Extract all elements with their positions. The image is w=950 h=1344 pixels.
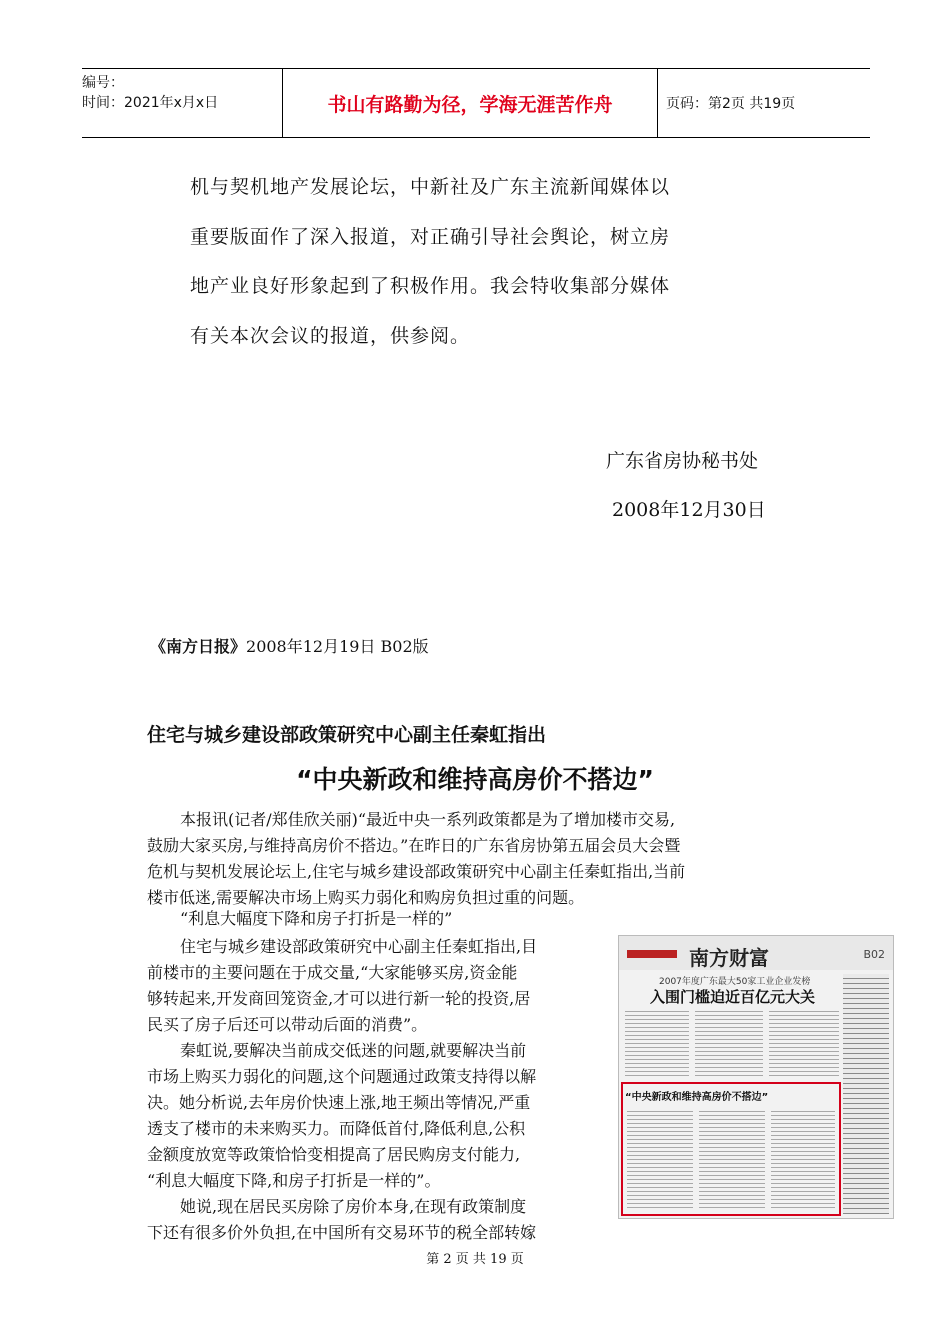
clipping-headline: 入围门槛迫近百亿元大关 [649,988,815,1006]
intro-line: 有关本次会议的报道，供参阅。 [190,325,471,347]
clipping-text-column [695,1008,763,1078]
article-kicker: 住宅与城乡建设部政策研究中心副主任秦虹指出 [147,724,547,746]
clipping-text-column [625,1008,689,1078]
article-line: 决。她分析说,去年房价快速上涨,地王频出等情况,严重 [147,1093,531,1112]
clipping-page-code: B02 [863,948,885,961]
clipping-text-column [699,1108,765,1208]
article-line: “利息大幅度下降,和房子打折是一样的”。 [147,1171,441,1190]
clipping-subhead: 2007年度广东最大50家工业企业发榜 [659,977,811,987]
article-line: 住宅与城乡建设部政策研究中心副主任秦虹指出,目 [180,937,538,956]
article-line: 下还有很多价外负担,在中国所有交易环节的税全部转嫁 [147,1223,537,1242]
header-meta [82,69,282,137]
article-line: 民买了房子后还可以带动后面的消费”。 [147,1015,428,1034]
header-motto: 书山有路勤为径，学海无涯苦作舟 [282,69,658,137]
intro-line: 地产业良好形象起到了积极作用。我会特收集部分媒体 [190,275,671,297]
page-footer: 第 2 页 共 19 页 [426,1252,524,1267]
intro-line: 机与契机地产发展论坛，中新社及广东主流新闻媒体以 [190,176,671,198]
article-line: 楼市低迷,需要解决市场上购买力弱化和购房负担过重的问题。 [147,888,585,907]
source-line [150,634,429,657]
clipping-ranking-table [843,974,889,1214]
article-line: 本报讯(记者/郑佳欣关丽)“最近中央一系列政策都是为了增加楼市交易, [180,810,676,829]
article-headline: “中央新政和维持高房价不搭边” [296,765,654,794]
clipping-text-column [769,1008,839,1078]
clipping-boxed-headline: “中央新政和维持高房价不搭边” [625,1092,769,1103]
article-subheading: “利息大幅度下降和房子打折是一样的” [180,909,453,928]
article-line: 金额度放宽等政策恰恰变相提高了居民购房支付能力, [147,1145,521,1164]
intro-line: 重要版面作了深入报道，对正确引导社会舆论，树立房 [190,226,671,248]
article-line: 够转起来,开发商回笼资金,才可以进行新一轮的投资,居 [147,989,531,1008]
article-line: 鼓励大家买房,与维持高房价不搭边。”在昨日的广东省房协第五届会员大会暨 [147,836,681,855]
newspaper-logo-icon [627,950,677,958]
clipping-text-column [627,1108,693,1208]
clipping-text-column [771,1108,835,1208]
article-line: 市场上购买力弱化的问题,这个问题通过政策支持得以解 [147,1067,537,1086]
article-line: 秦虹说,要解决当前成交低迷的问题,就要解决当前 [180,1041,527,1060]
clipping-masthead-title: 南方财富 [689,946,769,970]
page-header [82,68,870,138]
article-line: 她说,现在居民买房除了房价本身,在现有政策制度 [180,1197,527,1216]
number-label: 编号： [82,75,124,91]
signature-date: 2008年12月30日 [612,499,766,521]
article-line: 危机与契机发展论坛上,住宅与城乡建设部政策研究中心副主任秦虹指出,当前 [147,862,686,881]
source-paper: 《南方日报》 [150,637,247,656]
article-line: 透支了楼市的未来购买力。而降低首付,降低利息,公积 [147,1119,526,1138]
signature-org: 广东省房协秘书处 [606,450,759,472]
source-date: 2008年12月19日 B02版 [246,637,429,656]
time-label: 时间：2021年x月x日 [82,95,219,111]
article-line: 前楼市的主要问题在于成交量,“大家能够买房,资金能 [147,963,518,982]
header-page-info: 页码：第2页 共19页 [666,96,796,112]
newspaper-clipping-image [618,935,894,1219]
